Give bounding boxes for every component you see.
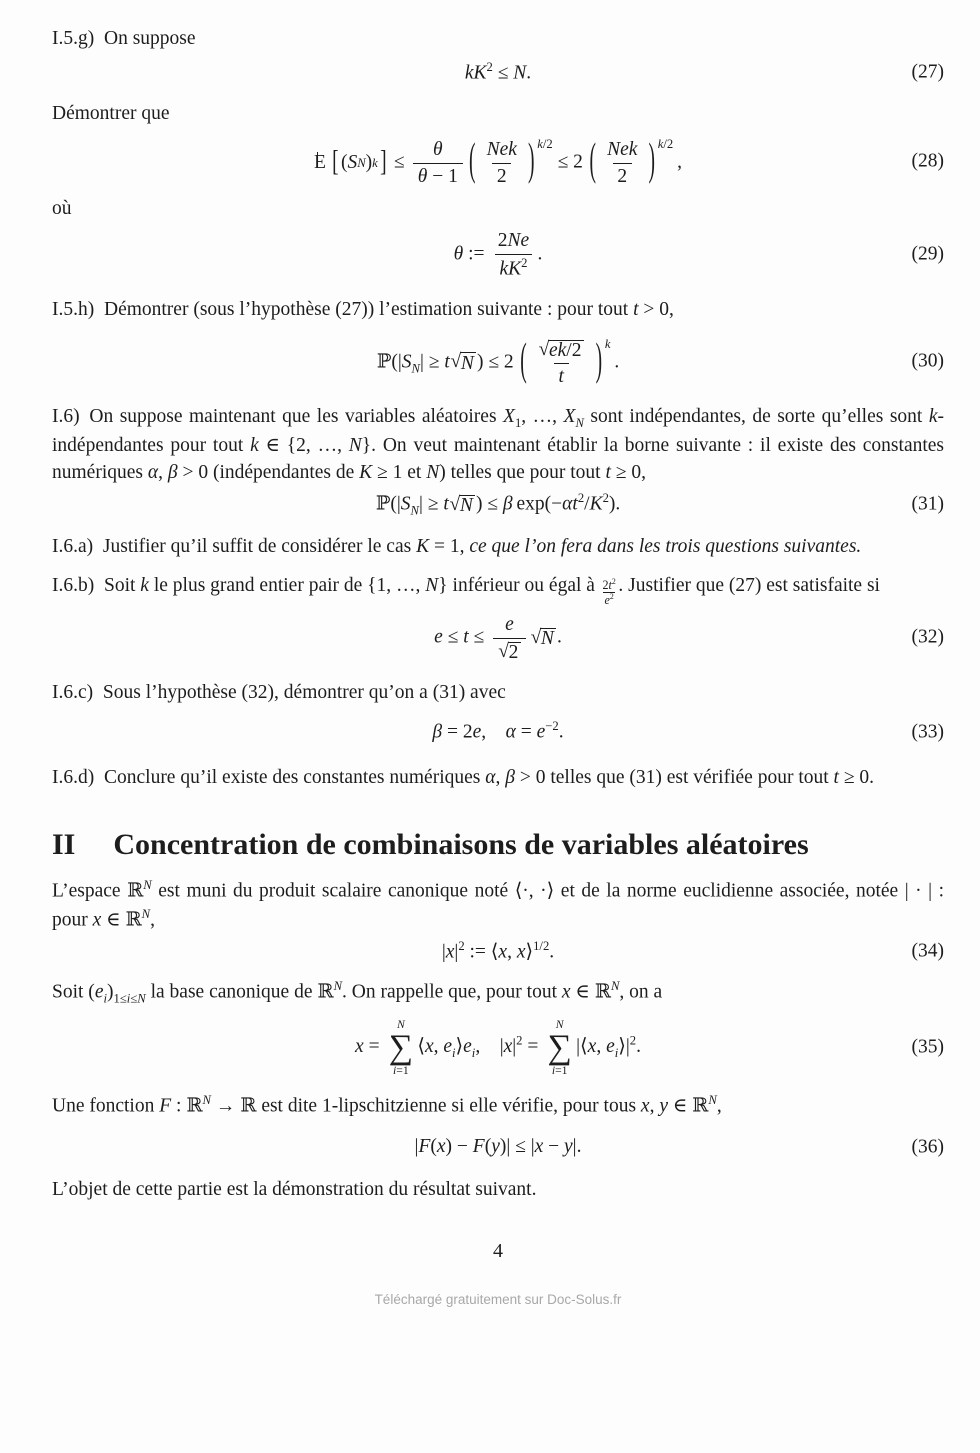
equation-33-math: β = 2e, $\alpha = e^{-2}$.	[432, 719, 564, 743]
equation-32-math: e ≤ t ≤ e √ 2 √ N .	[434, 613, 562, 664]
equation-28-math: E [ ( S N ) k ] ≤ $\frac{\theta}{\theta - 1}$ ( Nek 2 ) $^{k/2}$ ≤ 2 ( Nek 2 ) $^{k/2}$ ,	[313, 136, 683, 188]
question-I6a: I.6.a) Justifier qu’il suffit de considérer le cas K = 1, ce que l’on fera dans les trois questions suivantes.	[52, 536, 862, 558]
equation-27	[52, 59, 944, 87]
equation-28-number: (28)	[911, 150, 944, 172]
equation-35-number: (35)	[911, 1036, 944, 1058]
lipschitz-definition-paragraph: Une fonction F : ℝ$^N$ → ℝ est dite 1-lipschitzienne si elle vérifie, pour tous x, y ∈ ℝ$^N$,	[52, 1092, 722, 1117]
question-I5h: I.5.h) Démontrer (sous l’hypothèse (27)) l’estimation suivante : pour tout t > 0,	[52, 298, 674, 320]
equation-36-math: |F(x) − F(y)| ≤ |x − y|.	[414, 1136, 582, 1158]
question-I6d: I.6.d) Conclure qu’il existe des constantes numériques α, β > 0 telles que (31) est vérifiée pour tout t ≥ 0.	[52, 766, 875, 788]
section-II-label: II	[52, 827, 76, 861]
equation-32	[52, 613, 944, 664]
equation-34-number: (34)	[911, 940, 944, 962]
canonical-basis-paragraph: Soit $(e_i)_{1\le i\le N}$ la base canonique de ℝ$^N$. On rappelle que, pour tout x ∈ ℝ$^N$, on a	[52, 979, 663, 1006]
equation-36-number: (36)	[911, 1136, 944, 1158]
equation-35	[52, 1018, 944, 1077]
question-I6: I.6) On suppose maintenant que les variables aléatoires $X_1$, …, $X_N$ sont indépendantes, de sorte qu’elles sont k-indépendantes pour tout k ∈ {2, …, N}. On veut maintenant établir la borne suivante : il existe des constantes numériques α, β > 0 (indépendantes de K ≥ 1 et N) telles que pour tout t ≥ 0,	[52, 406, 945, 483]
ou-text: où	[52, 198, 72, 220]
page-number: 4	[493, 1239, 503, 1262]
question-I6b: I.6.b) Soit k le plus grand entier pair de {1, …, N} inférieur ou égal à $\frac{2t^2}{e^2}$ . Justifier que (27) est satisfaite si	[52, 575, 880, 608]
equation-31-math: $ℙ(|S_N| \ge t$ √ N ) ≤ β $\exp(-\alpha t^2/K^2)$.	[375, 491, 621, 518]
equation-30-math: $ℙ(|S_N| \ge t$ √ N ) ≤ 2 ( √ ek/2 t ) $^k$ .	[376, 336, 620, 387]
equation-29	[52, 229, 944, 281]
section-II-heading	[52, 826, 944, 864]
equation-30-number: (30)	[911, 350, 944, 372]
equation-33-number: (33)	[911, 721, 944, 743]
equation-30	[52, 336, 944, 388]
download-footer-note: Téléchargé gratuitement sur Doc-Solus.fr	[374, 1292, 622, 1308]
question-I6c: I.6.c) Sous l’hypothèse (32), démontrer qu’on a (31) avec	[52, 681, 506, 703]
space-RN-paragraph: L’espace ℝ$^N$ est muni du produit scalaire canonique noté ⟨·, ·⟩ et de la norme euclidienne associée, notée | · | : pour x ∈ ℝ$^N$,	[52, 878, 944, 931]
equation-36	[52, 1134, 944, 1161]
equation-34	[52, 938, 944, 966]
equation-31	[52, 490, 944, 520]
equation-27-math: $kK^2 \le N$.	[464, 59, 532, 84]
question-I5g: I.5.g) On suppose	[52, 28, 196, 49]
section-II-title: Concentration de combinaisons de variables aléatoires	[113, 827, 809, 861]
equation-29-number: (29)	[911, 243, 944, 265]
equation-27-number: (27)	[911, 61, 944, 83]
part-objective-paragraph: L’objet de cette partie est la démonstration du résultat suivant.	[52, 1178, 537, 1200]
equation-32-number: (32)	[911, 626, 944, 648]
equation-31-number: (31)	[911, 493, 944, 515]
equation-28	[52, 136, 944, 188]
demontrer-que-text: Démontrer que	[52, 103, 170, 125]
equation-34-math: $|x|^2$ := ⟨x, x⟩$^{1/2}$.	[441, 939, 555, 963]
equation-33	[52, 718, 944, 746]
equation-35-math: x = N ∑ i=1 ⟨x, $e_i⟩e_i$, $|x|^2$ = N ∑ i=1 |⟨x, $e_i⟩|^2$.	[355, 1018, 641, 1078]
equation-29-math: θ := $\frac{2Ne}{kK^2}$ .	[453, 230, 543, 280]
